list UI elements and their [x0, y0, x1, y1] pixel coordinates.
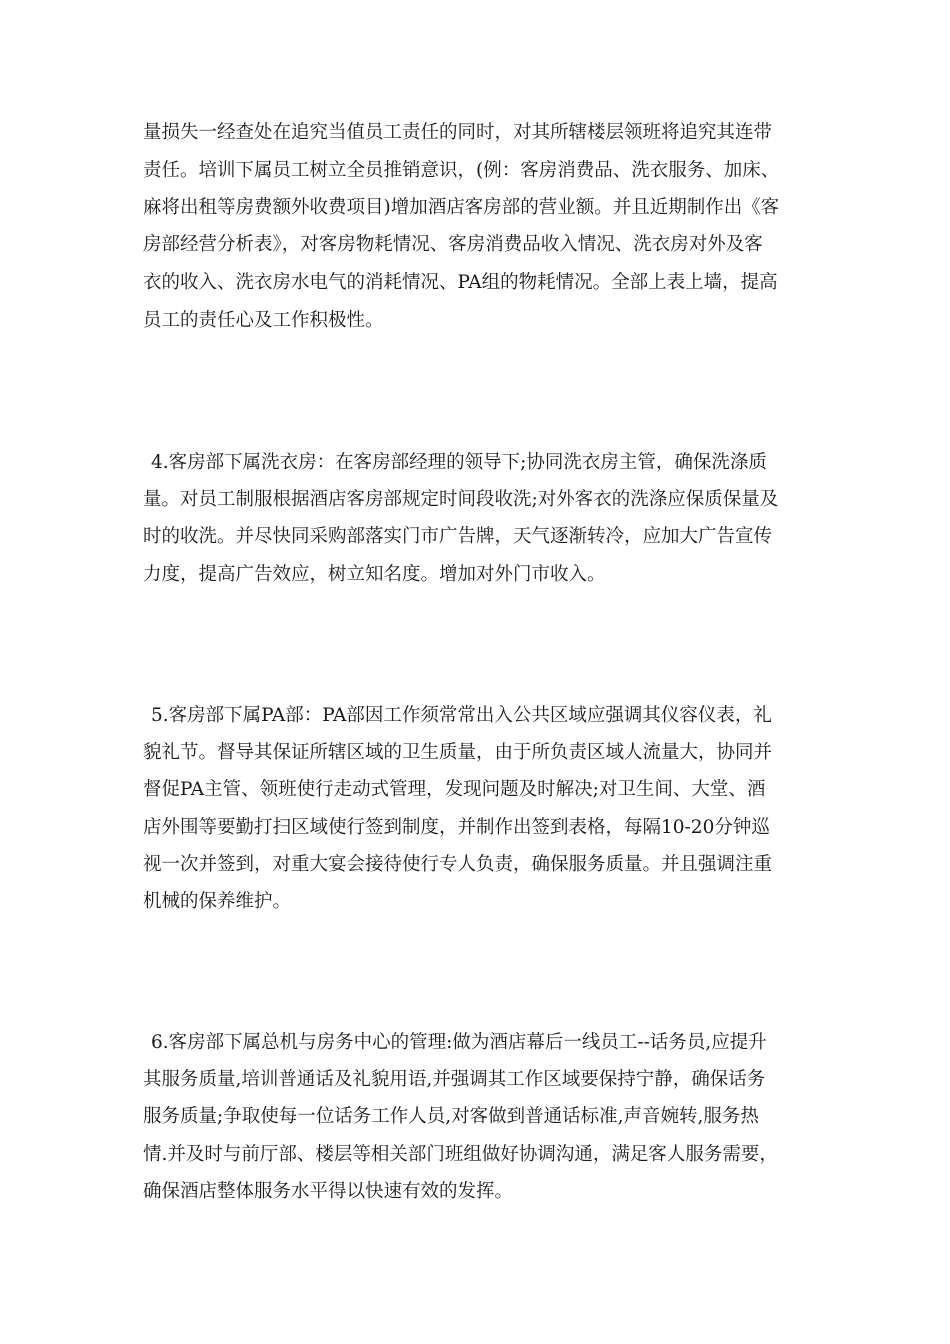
text-line: 6.客房部下属总机与房务中心的管理:做为酒店幕后一线员工--话务员,应提升: [151, 1032, 767, 1053]
text-line: 视一次并签到，对重大宴会接待使行专人负责，确保服务质量。并且强调注重: [143, 854, 773, 875]
text-line: 貌礼节。督导其保证所辖区域的卫生质量，由于所负责区域人流量大，协同并: [143, 742, 773, 763]
text-line: 服务质量;争取使每一位话务工作人员,对客做到普通话标准,声音婉转,服务热: [143, 1106, 759, 1127]
text-line: 时的收洗。并尽快同采购部落实门市广告牌，天气逐渐转冷，应加大广告宣传: [143, 526, 773, 547]
text-line: 店外围等要勤打扫区域使行签到制度，并制作出签到表格，每隔10-20分钟巡: [143, 817, 770, 838]
text-line: 衣的收入、洗衣房水电气的消耗情况、PA组的物耗情况。全部上表上墙，提高: [143, 272, 778, 293]
text-line: 情.并及时与前厅部、楼层等相关部门班组做好协调沟通，满足客人服务需要，: [143, 1144, 778, 1165]
text-line: 其服务质量,培训普通话及礼貌用语,并强调其工作区域要保持宁静，确保话务: [143, 1069, 766, 1090]
text-line: 机械的保养维护。: [143, 891, 292, 912]
text-line: 房部经营分析表》，对客房物耗情况、客房消费品收入情况、洗衣房对外及客: [143, 234, 763, 255]
text-line: 量损失一经查处在追究当值员工责任的同时，对其所辖楼层领班将追究其连带: [143, 122, 773, 143]
text-line: 量。对员工制服根据酒店客房部规定时间段收洗;对外客衣的洗涤应保质保量及: [143, 489, 779, 510]
text-line: 督促PA主管、领班使行走动式管理，发现问题及时解决;对卫生间、大堂、酒: [143, 779, 766, 800]
text-line: 员工的责任心及工作积极性。: [143, 310, 384, 331]
text-line: 责任。培训下属员工树立全员推销意识，(例：客房消费品、洗衣服务、加床、: [143, 160, 780, 181]
text-line: 麻将出租等房费额外收费项目)增加酒店客房部的营业额。并且近期制作出《客: [143, 197, 780, 218]
text-line: 力度，提高广告效应，树立知名度。增加对外门市收入。: [143, 564, 606, 585]
text-line: 4.客房部下属洗衣房：在客房部经理的领导下;协同洗衣房主管，确保洗涤质: [151, 452, 767, 473]
text-line: 5.客房部下属PA部：PA部因工作须常常出入公共区域应强调其仪容仪表，礼: [151, 705, 772, 726]
text-line: 确保酒店整体服务水平得以快速有效的发挥。: [143, 1181, 514, 1202]
